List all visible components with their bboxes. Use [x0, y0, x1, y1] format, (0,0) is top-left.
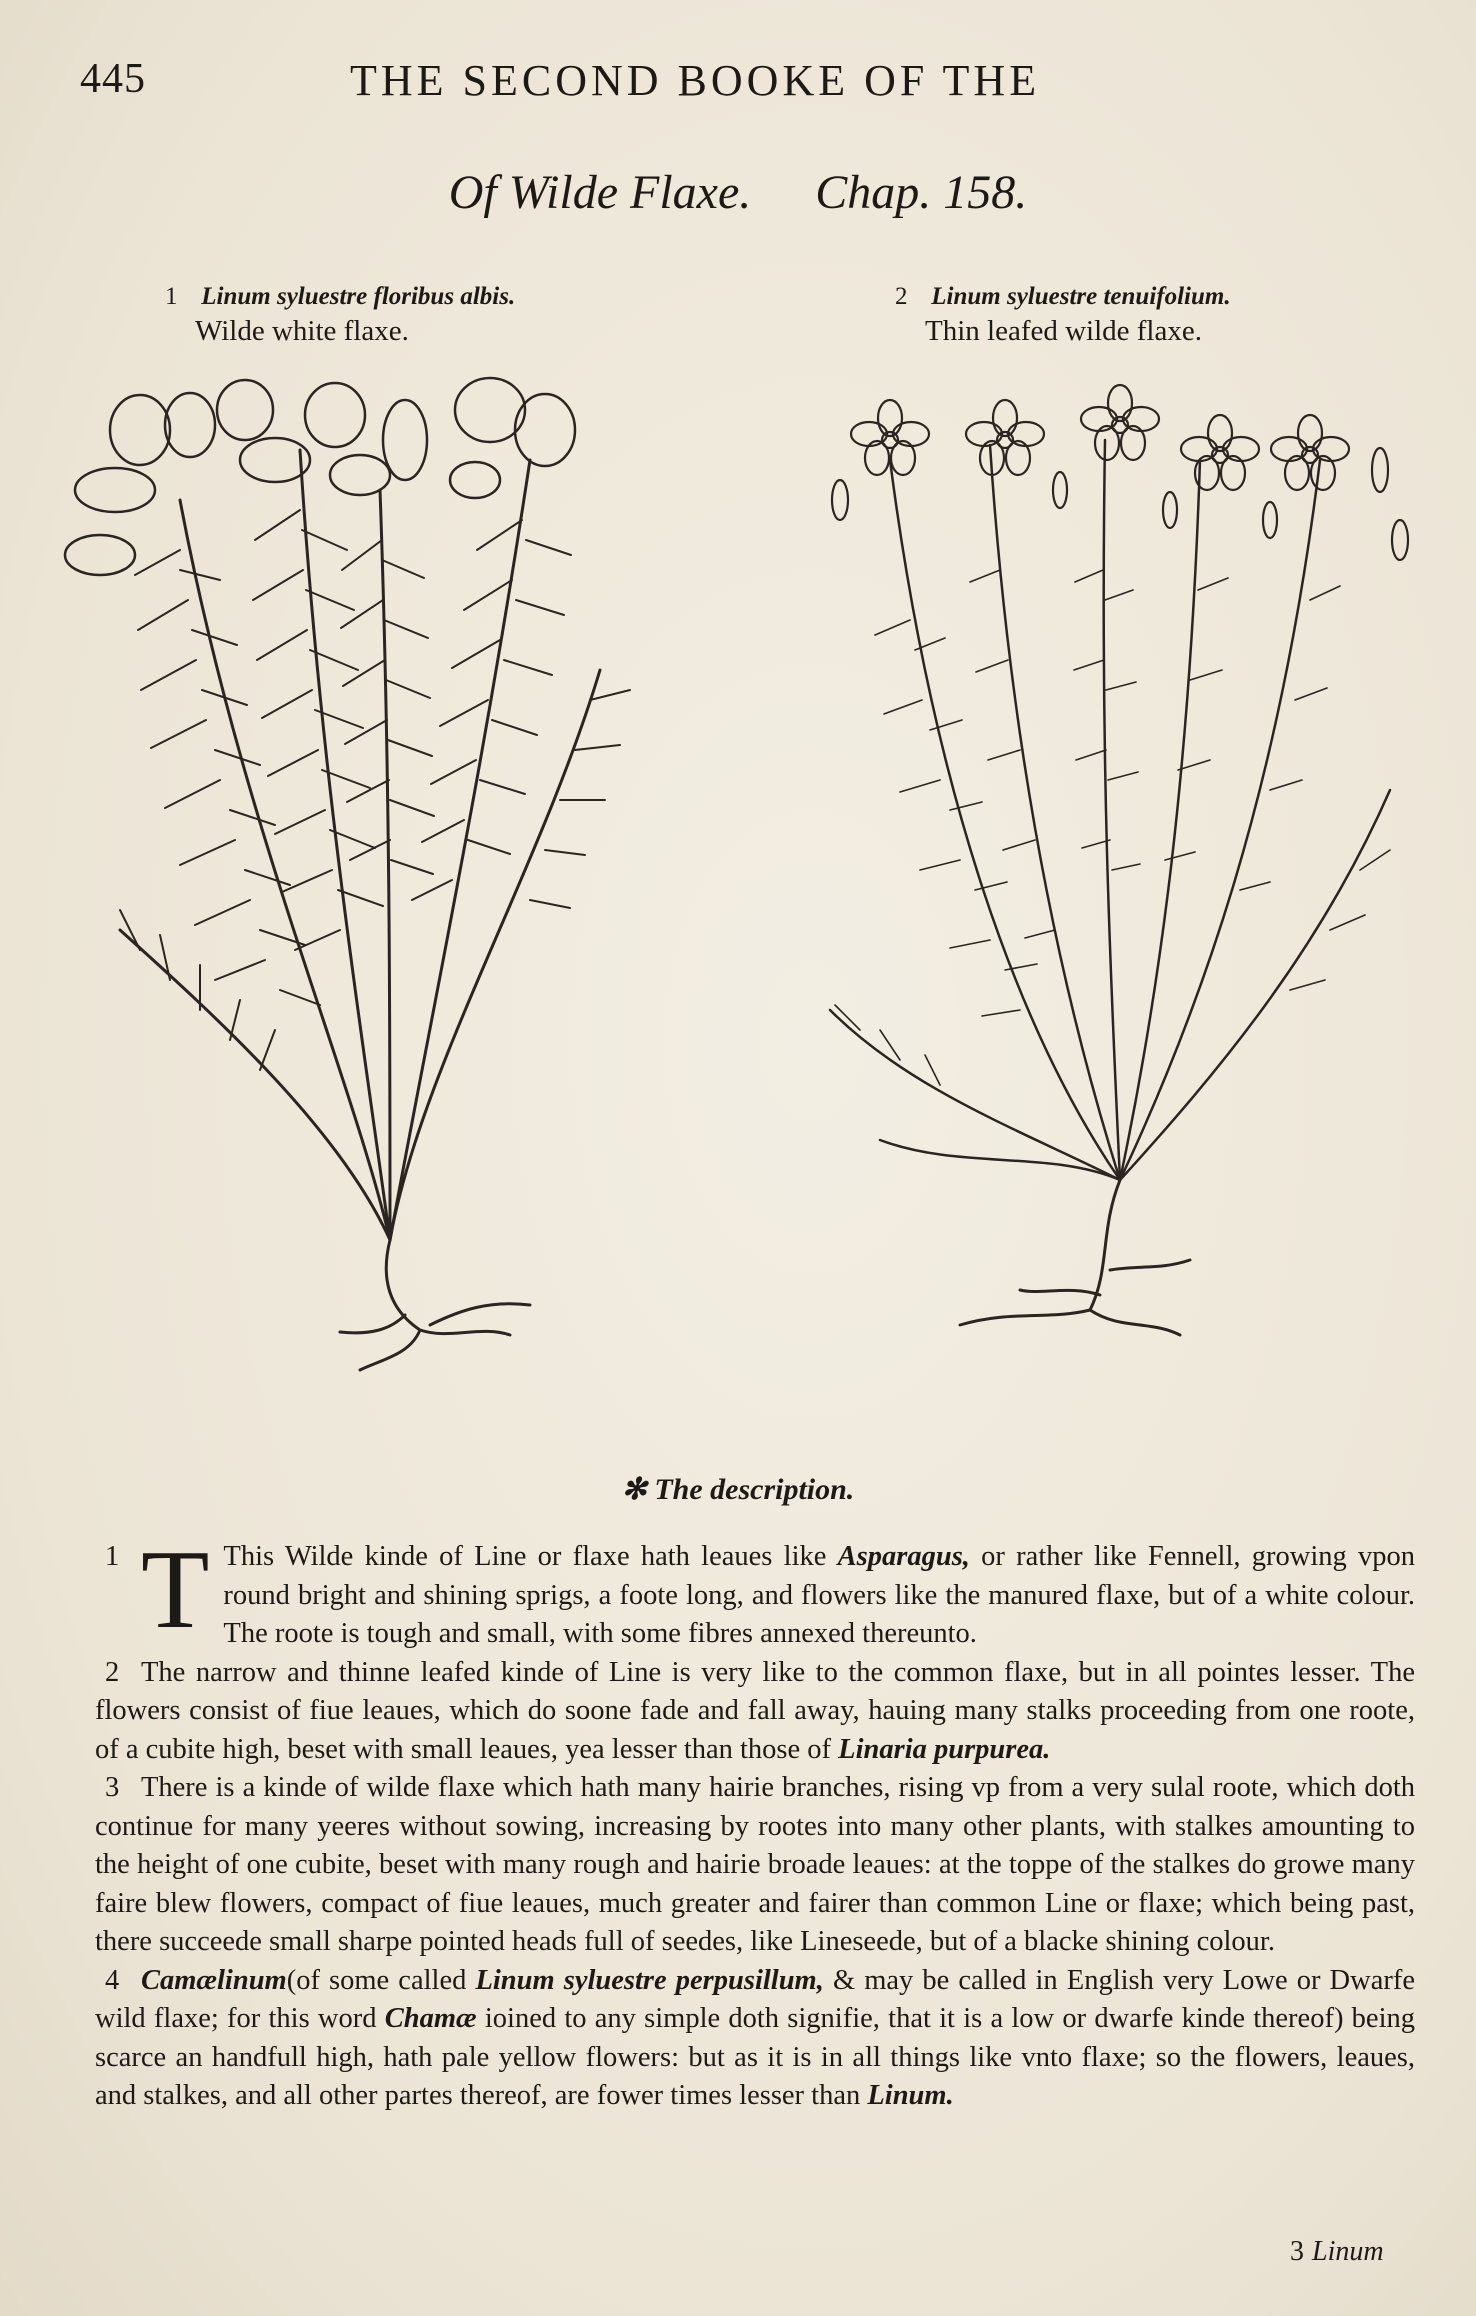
description-body — [95, 1528, 1415, 2116]
running-head: THE SECOND BOOKE OF THE — [350, 56, 1041, 105]
thin-leafed-flax-woodcut-icon — [830, 385, 1408, 1335]
page-number: 445 — [80, 56, 146, 102]
paragraph-number: 1 — [105, 1541, 120, 1572]
figure-latin-name: Linum syluestre floribus albis. — [201, 283, 516, 310]
figure-latin-name: Linum syluestre tenuifolium. — [931, 283, 1231, 310]
chapter-title — [0, 165, 1476, 220]
figure-english-name: Wilde white flaxe. — [195, 315, 409, 347]
paragraph-number: 4 — [105, 1964, 120, 1996]
description-paragraph-3: 3 There is a kinde of wilde flaxe which hath many hairie branches, rising vp from a very sulal roote, which doth continue for many yeeres without sowing, increasing by rootes into many other plants, with stalkes amounting to the height of one cubite, beset with many rough and hairie broade leaues: at the toppe of the stalkes do growe many faire blew flowers, compact of fiue leaues, much greater and fairer than common Line or flaxe; which being past, there succeede small sharpe pointed heads full of seedes, like Lineseede, but of a blacke shining colour. — [95, 1769, 1415, 1962]
paragraph-number: 3 — [105, 1772, 120, 1803]
description-paragraph-2: 2 The narrow and thinne leafed kinde of Line is very like to the common flaxe, but in all pointes lesser. The flowers consist of fiue leaues, which do soone fade and fall away, hauing many stalks proceeding from one roote, of a cubite high, beset with small leaues, yea lesser than those of Linaria purpurea. — [95, 1654, 1415, 1770]
figure-caption-1 — [165, 280, 515, 348]
description-paragraph-4: 4 Camælinum(of some called Linum syluestre perpusillum, & may be called in English very Lowe or Dwarfe wild flaxe; for this word Chamæ ioined to any simple doth signifie, that it is a low or dwarfe kinde thereof) being scarce an handfull high, hath pale yellow flowers: but as it is in all things like vnto flaxe; so the flowers, leaues, and stalkes, and all other partes thereof, are fower times lesser than Linum. — [95, 1962, 1415, 2116]
chapter-name: Of Wilde Flaxe. — [448, 166, 752, 219]
description-paragraph-1: 1 T This Wilde kinde of Line or flaxe hath leaues like Asparagus, or rather like Fennell, growing vpon round bright and shining sprigs, a foote long, and flowers like the manured flaxe, but of a white colour. The roote is tough and small, with some fibres annexed thereunto. — [95, 1538, 1415, 1654]
woodcut-plates — [60, 370, 1420, 1400]
white-flax-woodcut-icon — [65, 378, 630, 1370]
drop-capital: T — [141, 1528, 210, 1652]
chapter-number: Chap. 158. — [815, 166, 1028, 219]
description-heading: ✻ The description. — [621, 1473, 855, 1506]
catchword: 3 Linum — [1290, 2236, 1384, 2267]
figure-number: 2 — [895, 283, 908, 310]
page-header — [80, 55, 1420, 115]
paragraph-number: 2 — [105, 1656, 120, 1688]
asterism-icon: ✻ — [621, 1473, 655, 1506]
figure-caption-2 — [895, 280, 1231, 348]
figure-number: 1 — [165, 283, 178, 310]
figure-english-name: Thin leafed wilde flaxe. — [925, 315, 1202, 347]
